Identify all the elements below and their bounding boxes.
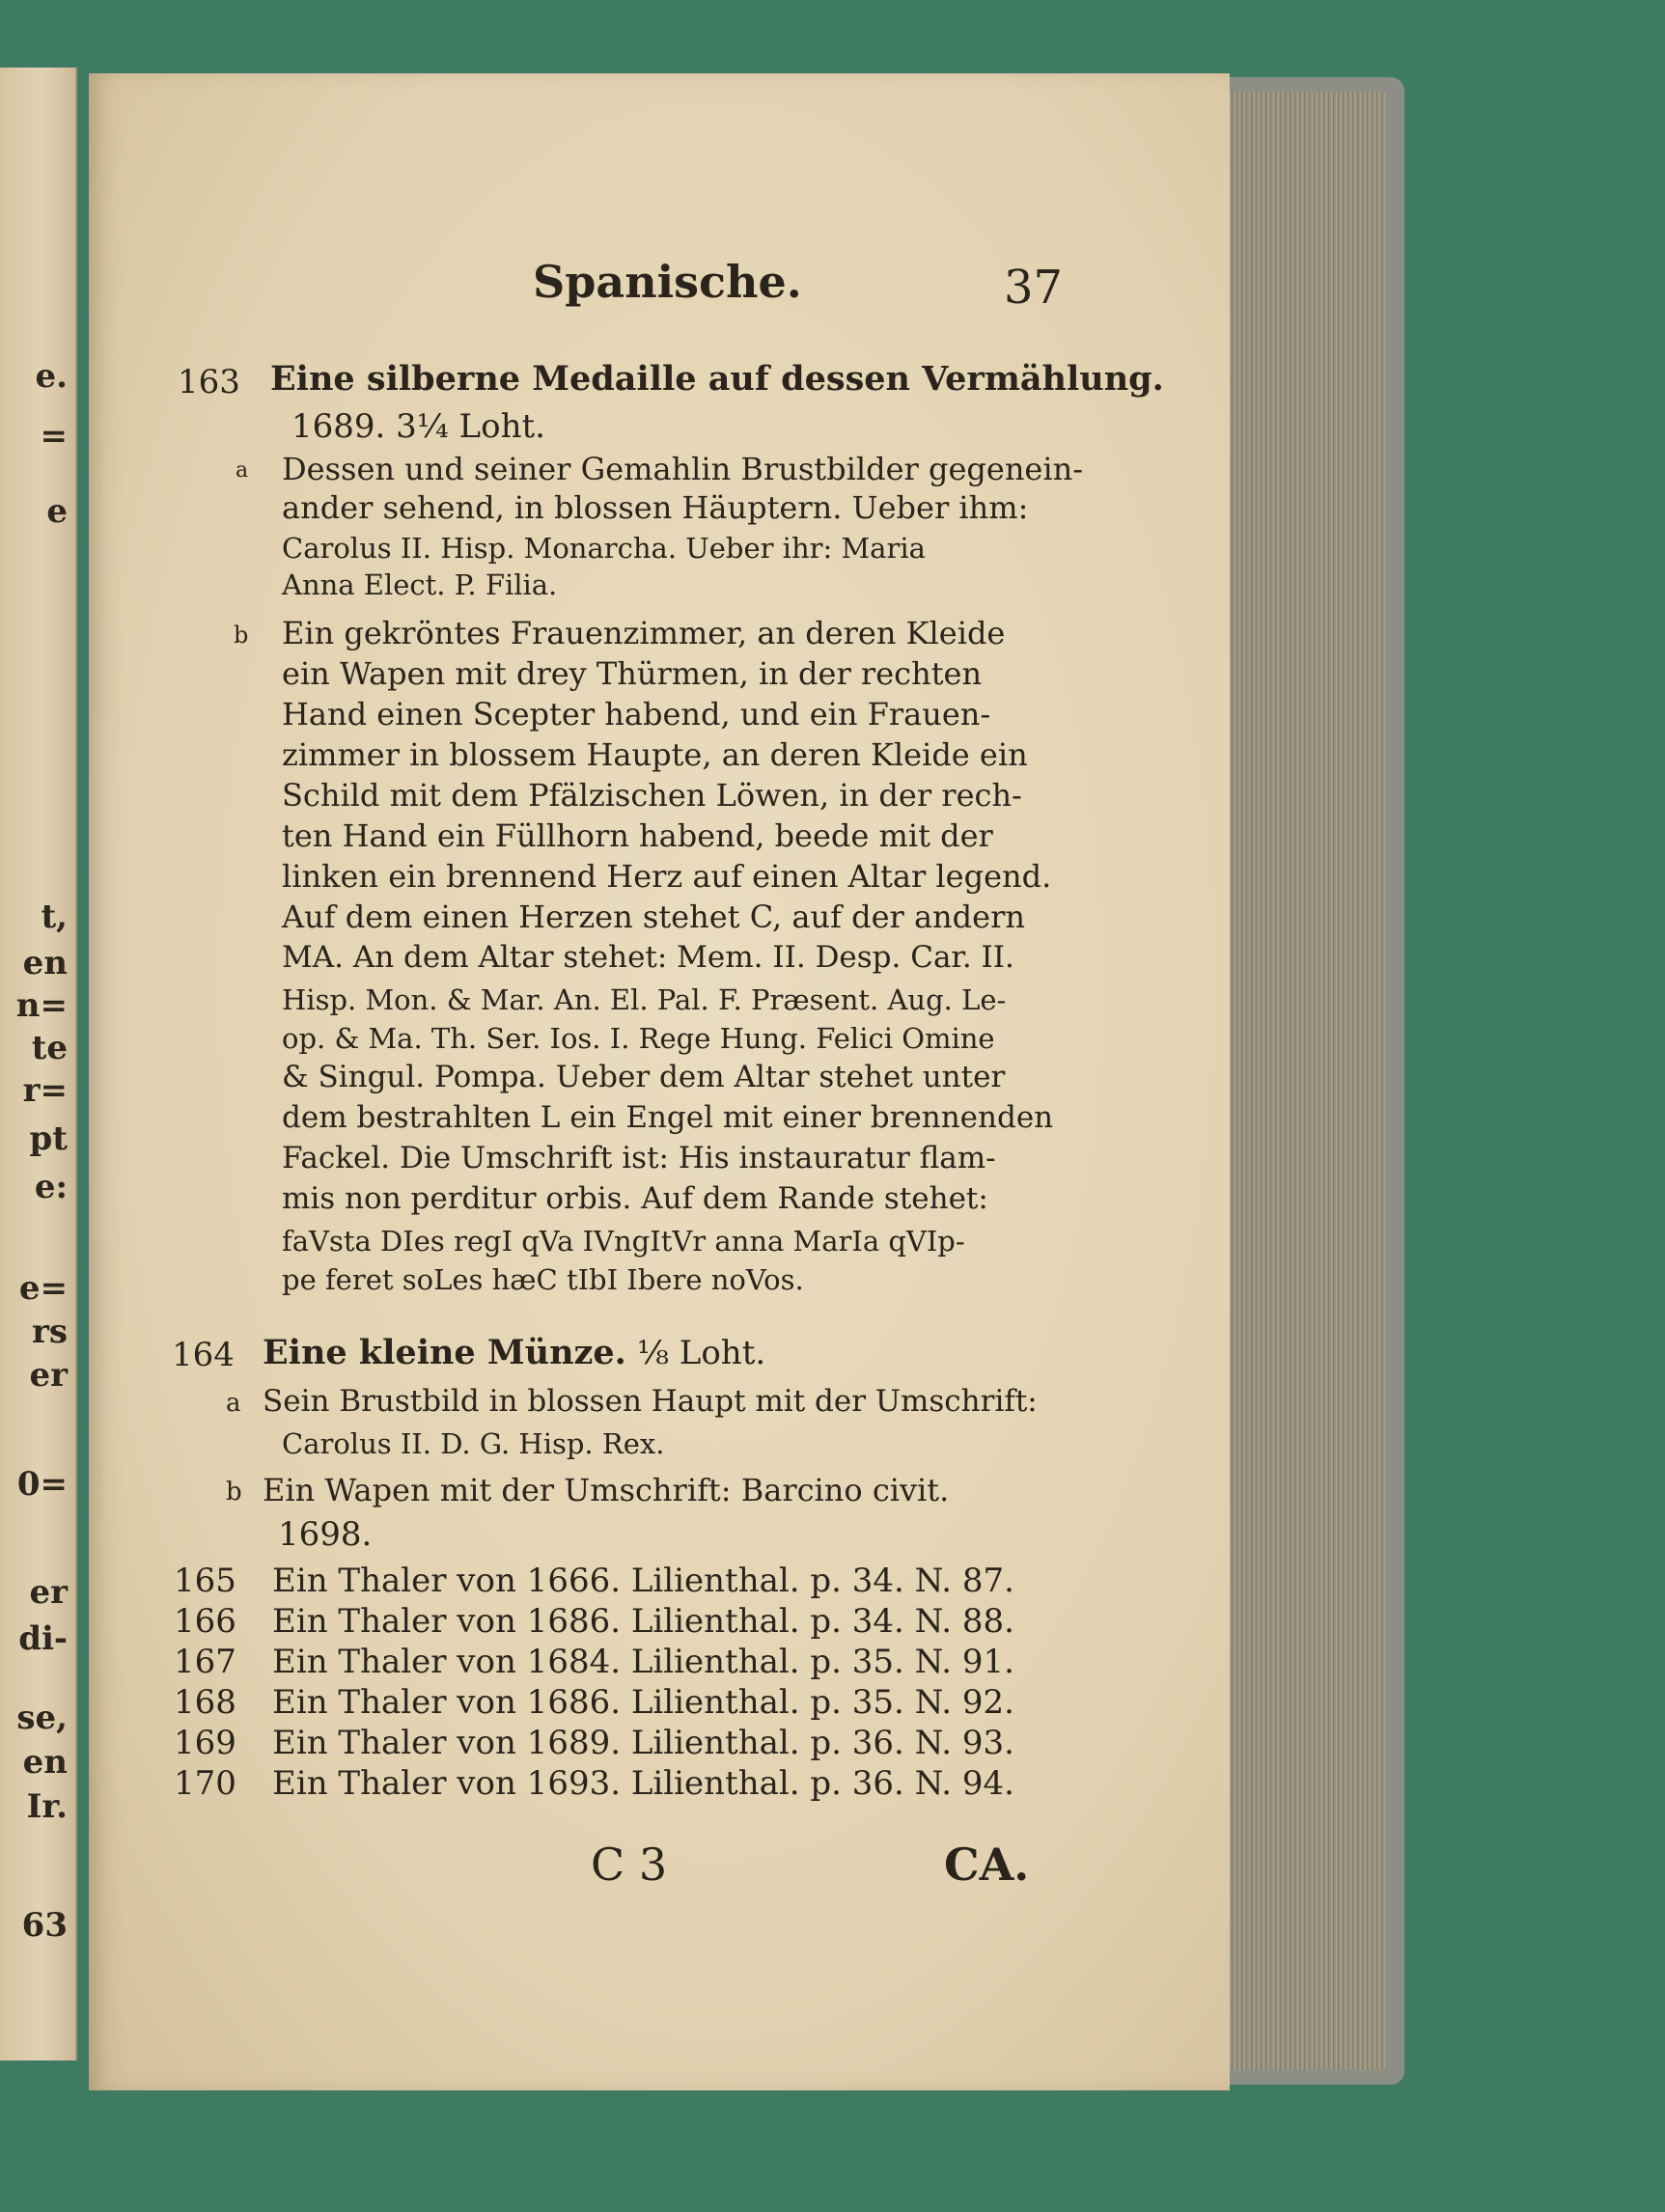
- description-line: Hisp. Mon. & Mar. An. El. Pal. F. Præsent. Aug. Le-: [282, 983, 1007, 1016]
- entry-number: 170: [174, 1764, 236, 1803]
- list-item: Ein Thaler von 1693. Lilienthal. p. 36. N. 94.: [272, 1764, 1014, 1803]
- left-fragment: se,: [16, 1699, 68, 1737]
- left-fragment: r=: [22, 1071, 68, 1110]
- description-line: Dessen und seiner Gemahlin Brustbilder gegenein-: [282, 451, 1084, 487]
- left-fragment: e=: [18, 1269, 68, 1308]
- entry-title: Eine silberne Medaille auf dessen Vermählung.: [270, 359, 1164, 399]
- left-fragment: er: [29, 1356, 68, 1395]
- left-fragment: te: [31, 1029, 68, 1067]
- left-fragment: =: [40, 417, 68, 456]
- signature-mark: C 3: [591, 1839, 668, 1891]
- catchword: CA.: [944, 1839, 1030, 1891]
- page: [89, 73, 1230, 2090]
- left-fragment: di-: [18, 1619, 68, 1658]
- list-item: Ein Thaler von 1684. Lilienthal. p. 35. N. 91.: [272, 1643, 1014, 1681]
- description-line: Ein gekröntes Frauenzimmer, an deren Kleide: [282, 615, 1006, 651]
- list-item: Ein Thaler von 1686. Lilienthal. p. 35. N. 92.: [272, 1683, 1014, 1722]
- running-title: Spanische.: [533, 256, 802, 308]
- description-line: Anna Elect. P. Filia.: [282, 568, 558, 601]
- list-item: Ein Thaler von 1666. Lilienthal. p. 34. N. 87.: [272, 1562, 1014, 1600]
- entry-weight: 1689. 3¼ Loht.: [291, 407, 545, 446]
- description-line: ten Hand ein Füllhorn habend, beede mit der: [282, 817, 993, 854]
- list-item: Ein Thaler von 1689. Lilienthal. p. 36. N. 93.: [272, 1724, 1014, 1762]
- list-item: Ein Thaler von 1686. Lilienthal. p. 34. N. 88.: [272, 1602, 1014, 1641]
- obverse-marker: a: [236, 458, 249, 483]
- entry-number: 164: [172, 1336, 235, 1374]
- description-line: faVsta DIes regI qVa IVngItVr anna MarIa qVIp-: [282, 1225, 965, 1258]
- description-line: 1698.: [278, 1515, 373, 1554]
- description-line: Schild mit dem Pfälzischen Löwen, in der rech-: [282, 777, 1022, 814]
- description-line: Carolus II. D. G. Hisp. Rex.: [282, 1427, 665, 1460]
- left-fragment: 0=: [16, 1465, 68, 1504]
- description-line: & Singul. Pompa. Ueber dem Altar stehet unter: [282, 1060, 1006, 1094]
- description-line: Fackel. Die Umschrift ist: His instauratur flam-: [282, 1141, 996, 1175]
- left-fragment: 63: [21, 1906, 68, 1945]
- description-line: Ein Wapen mit der Umschrift: Barcino civit.: [263, 1472, 950, 1508]
- description-line: dem bestrahlten L ein Engel mit einer brennenden: [282, 1100, 1054, 1135]
- left-fragment: e: [46, 492, 68, 531]
- description-line: linken ein brennend Herz auf einen Altar legend.: [282, 858, 1052, 895]
- left-fragment: rs: [31, 1313, 68, 1351]
- entry-title: Eine kleine Münze.: [263, 1333, 626, 1372]
- page-edges: [1224, 92, 1386, 2070]
- left-fragment: pt: [29, 1120, 68, 1158]
- reverse-marker: b: [226, 1478, 242, 1507]
- description-line: MA. An dem Altar stehet: Mem. II. Desp. Car. II.: [282, 940, 1014, 975]
- previous-page-fragment: [0, 68, 77, 2060]
- entry-weight: ⅛ Loht.: [637, 1334, 766, 1372]
- left-fragment: t,: [41, 898, 68, 936]
- page-number: 37: [1004, 261, 1064, 315]
- left-fragment: en: [22, 944, 68, 982]
- description-line: ander sehend, in blossen Häuptern. Ueber ihm:: [282, 489, 1029, 526]
- entry-number: 163: [178, 363, 240, 401]
- entry-number: 168: [174, 1683, 236, 1722]
- description-line: op. & Ma. Th. Ser. Ios. I. Rege Hung. Felici Omine: [282, 1022, 995, 1055]
- left-fragment: n=: [15, 986, 68, 1025]
- left-fragment: Ir.: [26, 1787, 68, 1826]
- left-fragment: en: [22, 1743, 68, 1782]
- entry-number: 165: [174, 1562, 236, 1600]
- description-line: Sein Brustbild in blossen Haupt mit der Umschrift:: [263, 1384, 1038, 1419]
- description-line: pe feret soLes hæC tIbI Ibere noVos.: [282, 1263, 804, 1296]
- description-line: mis non perditur orbis. Auf dem Rande stehet:: [282, 1181, 988, 1216]
- left-fragment: e:: [34, 1168, 68, 1206]
- description-line: Auf dem einen Herzen stehet C, auf der andern: [282, 899, 1025, 935]
- description-line: ein Wapen mit drey Thürmen, in der rechten: [282, 655, 983, 692]
- left-fragment: e.: [35, 357, 68, 396]
- obverse-marker: a: [226, 1389, 241, 1418]
- entry-number: 167: [174, 1643, 236, 1681]
- left-fragment: er: [29, 1573, 68, 1612]
- description-line: zimmer in blossem Haupte, an deren Kleide ein: [282, 736, 1028, 773]
- reverse-marker: b: [234, 622, 249, 649]
- entry-number: 166: [174, 1602, 236, 1641]
- description-line: Hand einen Scepter habend, und ein Frauen-: [282, 696, 991, 733]
- entry-number: 169: [174, 1724, 236, 1762]
- description-line: Carolus II. Hisp. Monarcha. Ueber ihr: Maria: [282, 532, 926, 565]
